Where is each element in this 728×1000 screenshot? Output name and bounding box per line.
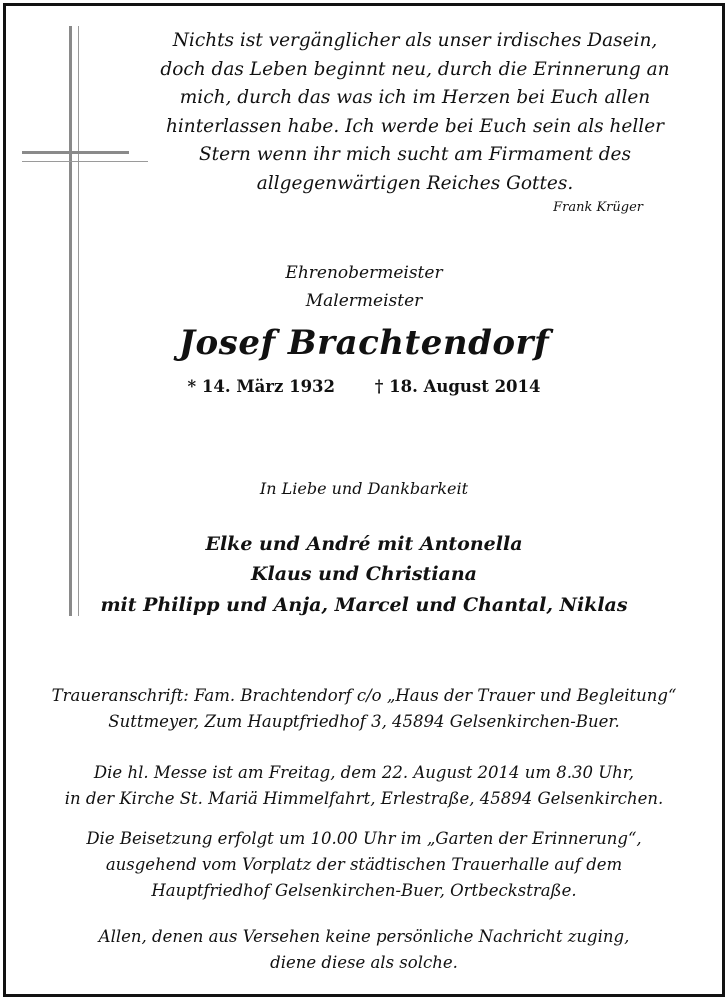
poem-line: hinterlassen habe. Ich werde bei Euch sein als heller <box>165 115 665 137</box>
poem-line: Nichts ist vergänglicher als unser irdisches Dasein, <box>172 30 658 51</box>
info-line: Hauptfriedhof Gelsenkirchen-Buer, Ortbeckstraße. <box>151 881 577 900</box>
info-line: Die Beisetzung erfolgt um 10.00 Uhr im „Garten der Erinnerung“, <box>86 829 642 848</box>
mass-info <box>10 760 718 812</box>
mourners-intro: In Liebe und Dankbarkeit <box>259 479 469 498</box>
info-line: Die hl. Messe ist am Freitag, dem 22. August 2014 um 8.30 Uhr, <box>93 763 635 782</box>
closing-note <box>10 924 718 976</box>
info-line: ausgehend vom Vorplatz der städtischen Trauerhalle auf dem <box>105 855 623 874</box>
info-line: Traueranschrift: Fam. Brachtendorf c/o „Haus der Trauer und Begleitung“ <box>51 686 677 705</box>
profession-title: Malermeister <box>305 291 423 311</box>
mourner-line: mit Philipp und Anja, Marcel und Chantal, Niklas <box>100 594 628 616</box>
mourning-address <box>10 683 718 735</box>
poem <box>150 27 680 199</box>
mourner-line: Elke und André mit Antonella <box>205 533 523 555</box>
poem-line: mich, durch das was ich im Herzen bei Euch allen <box>179 87 651 109</box>
poem-line: allgegenwärtigen Reiches Gottes. <box>256 172 574 194</box>
poem-author: Frank Krüger <box>553 200 643 215</box>
info-line: diene diese als solche. <box>270 953 458 972</box>
burial-info <box>10 826 718 904</box>
mourner-line: Klaus und Christiana <box>251 563 477 585</box>
birth-date: * 14. März 1932 <box>187 377 336 396</box>
death-date: † 18. August 2014 <box>374 377 541 396</box>
info-line: Allen, denen aus Versehen keine persönliche Nachricht zuging, <box>98 927 630 946</box>
poem-line: Stern wenn ihr mich sucht am Firmament des <box>199 144 631 166</box>
poem-line: doch das Leben beginnt neu, durch die Erinnerung an <box>160 58 670 80</box>
deceased-name: Josef Brachtendorf <box>178 323 550 363</box>
honorary-title: Ehrenobermeister <box>285 263 443 283</box>
info-line: Suttmeyer, Zum Hauptfriedhof 3, 45894 Gelsenkirchen-Buer. <box>108 712 620 731</box>
info-line: in der Kirche St. Mariä Himmelfahrt, Erlestraße, 45894 Gelsenkirchen. <box>64 789 664 808</box>
life-dates <box>0 377 728 396</box>
